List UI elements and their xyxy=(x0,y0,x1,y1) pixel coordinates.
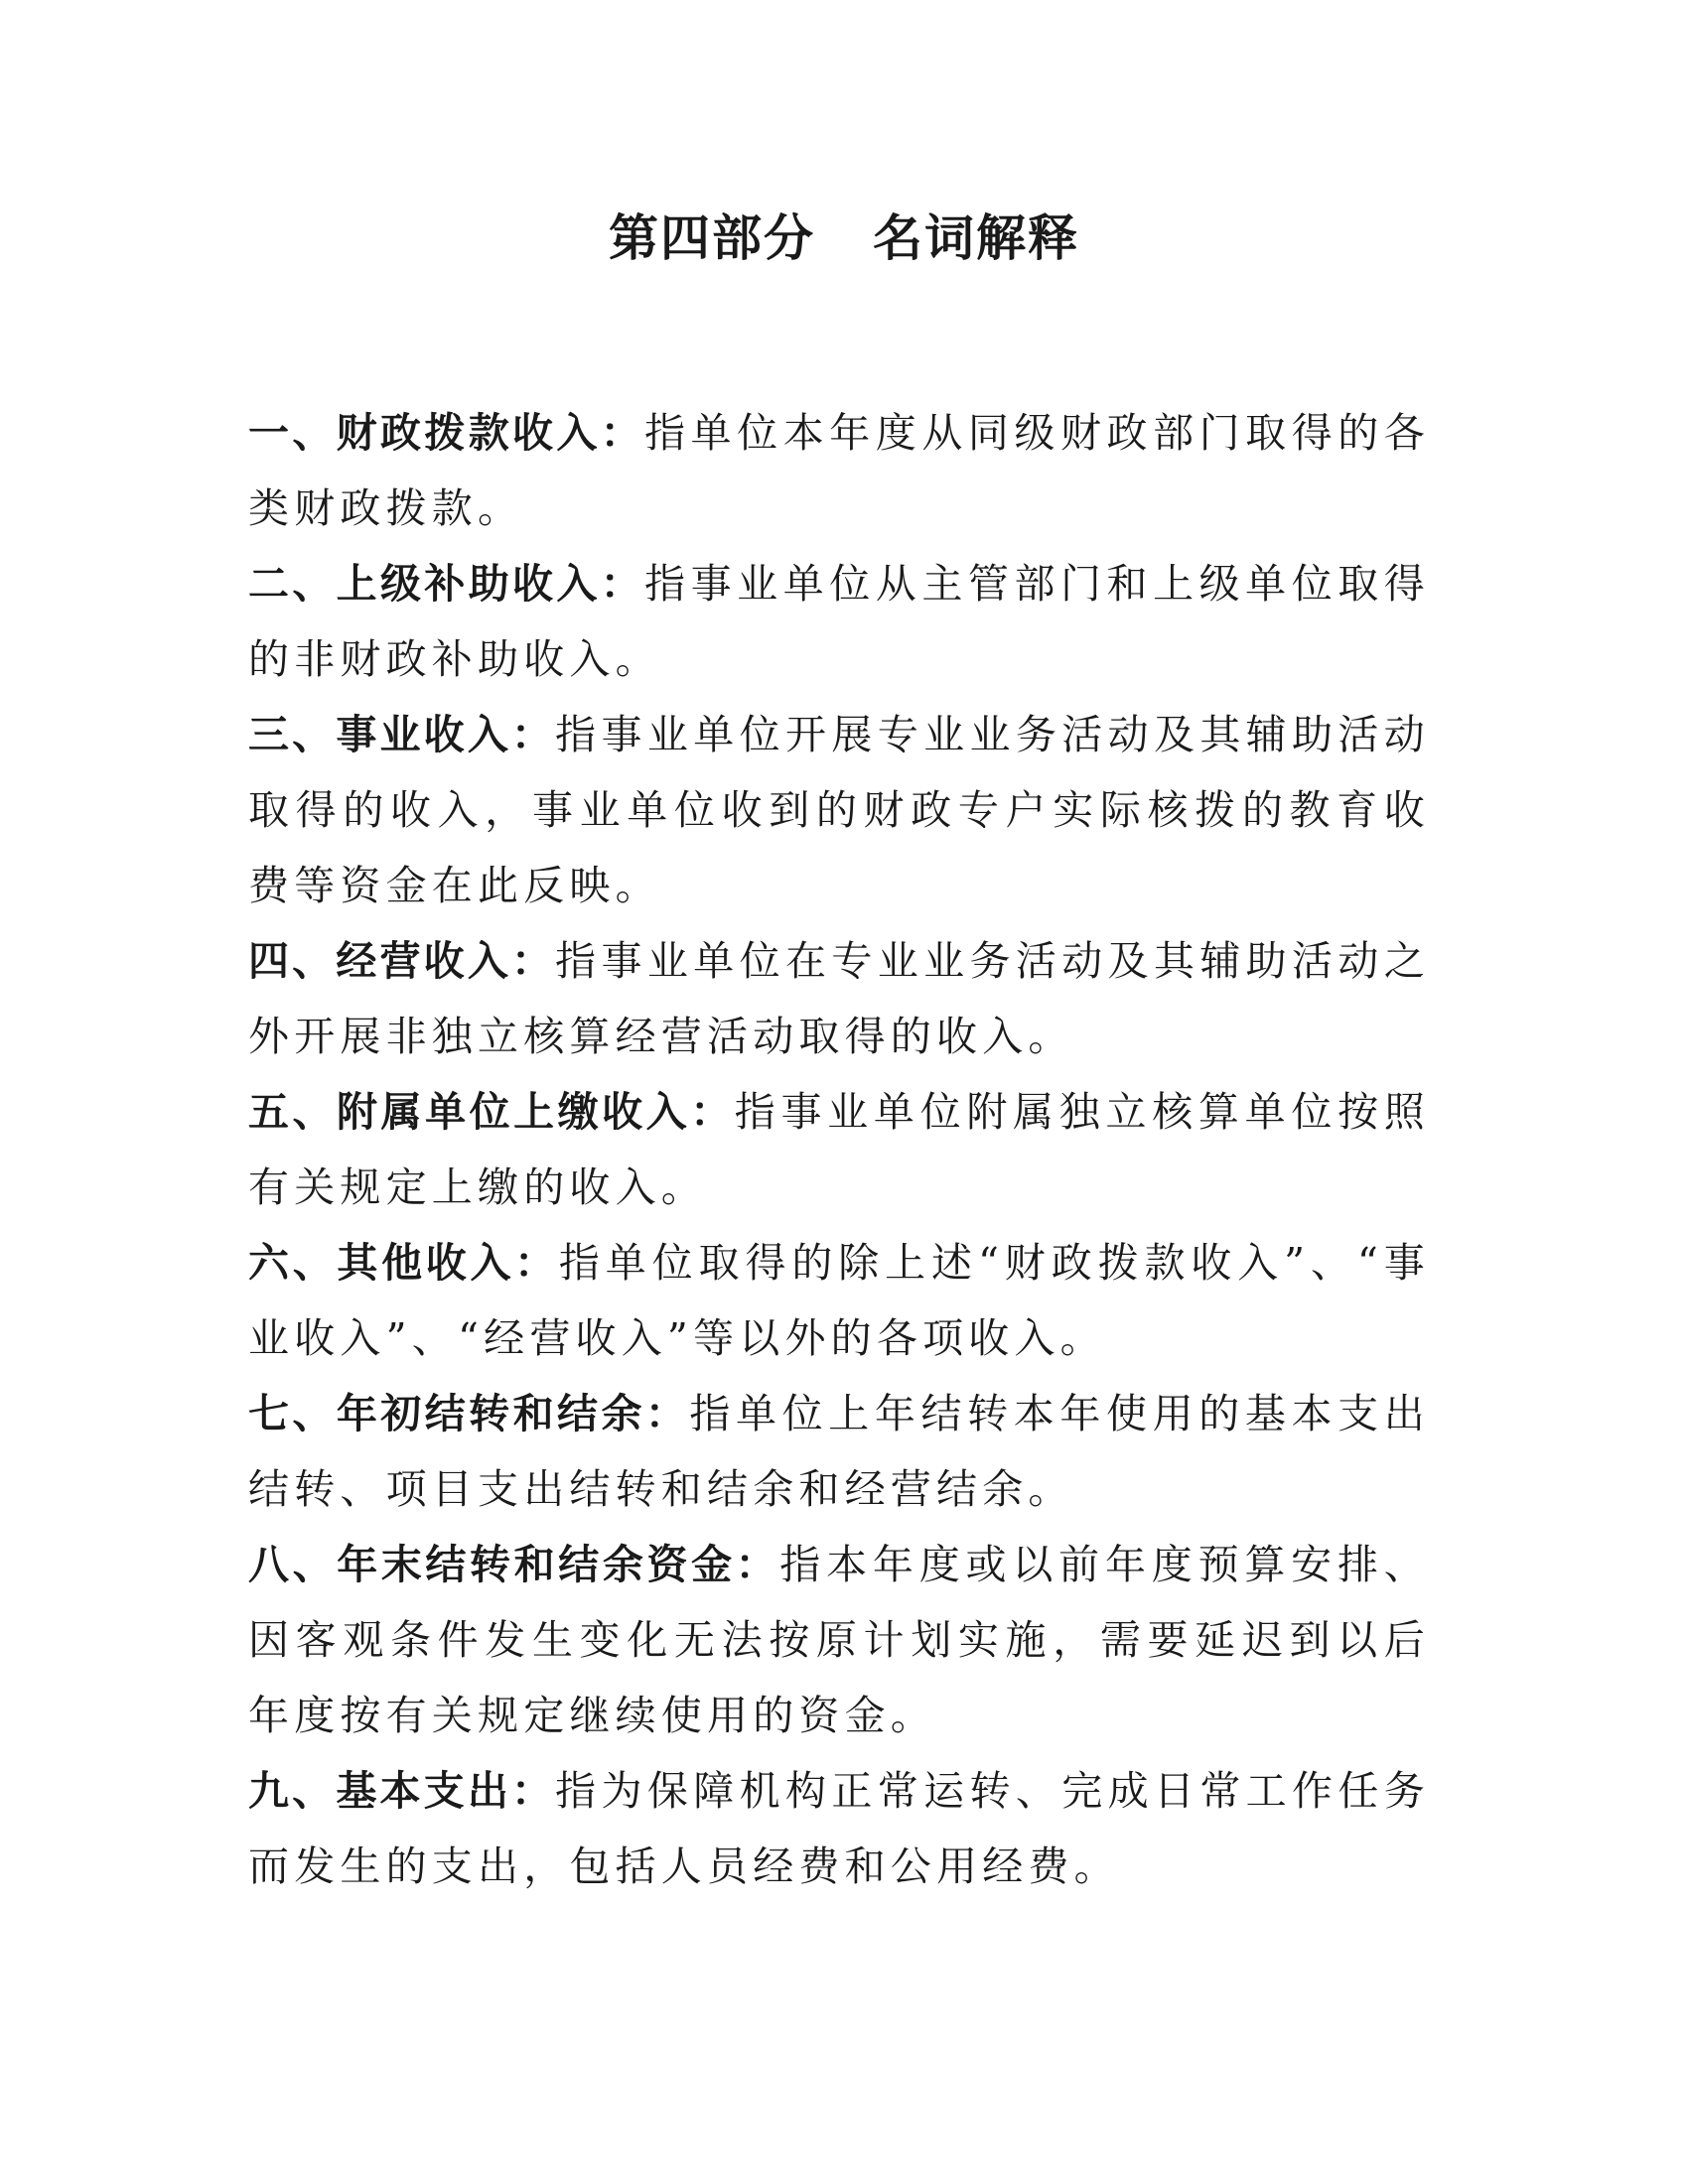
title-main: 名词解释 xyxy=(873,208,1079,267)
entry-definition: 指为保障机构正常运转、完成日常工作任务而发生的支出，包括人员经费和公用经费。 xyxy=(248,1767,1430,1890)
definition-entry-4 xyxy=(248,923,1430,1074)
entry-definition: 指单位取得的除上述“财政拨款收入”、“事业收入”、“经营收入”等以外的各项收入。 xyxy=(248,1239,1430,1362)
definition-entry-6 xyxy=(248,1225,1430,1376)
entry-definition: 指事业单位在专业业务活动及其辅助活动之外开展非独立核算经营活动取得的收入。 xyxy=(248,937,1430,1060)
definition-entry-7 xyxy=(248,1376,1430,1527)
definition-entry-2 xyxy=(248,546,1430,697)
entry-term: 九、基本支出： xyxy=(248,1767,556,1815)
entry-term: 五、附属单位上缴收入： xyxy=(248,1088,735,1136)
entry-term: 四、经营收入： xyxy=(248,937,556,985)
entry-term: 一、财政拨款收入： xyxy=(248,409,645,457)
entry-definition: 指单位上年结转本年使用的基本支出结转、项目支出结转和结余和经营结余。 xyxy=(248,1390,1431,1513)
entry-definition: 指本年度或以前年度预算安排、因客观条件发生变化无法按原计划实施，需要延迟到以后年度按有关规定继续使用的资金。 xyxy=(248,1541,1430,1739)
definition-entry-8 xyxy=(248,1527,1430,1753)
entry-term: 八、年末结转和结余资金： xyxy=(248,1541,780,1588)
entry-definition: 指事业单位从主管部门和上级单位取得的非财政补助收入。 xyxy=(248,560,1430,683)
entry-term: 六、其他收入： xyxy=(248,1239,559,1287)
entry-definition: 指事业单位开展专业业务活动及其辅助活动取得的收入，事业单位收到的财政专户实际核拨的教育收费等资金在此反映。 xyxy=(248,711,1430,909)
definition-entry-5 xyxy=(248,1074,1430,1225)
entry-term: 二、上级补助收入： xyxy=(248,560,645,608)
definition-entry-1 xyxy=(248,395,1430,546)
page-title xyxy=(0,199,1688,278)
definition-entry-3 xyxy=(248,697,1430,923)
entry-definition: 指单位本年度从同级财政部门取得的各类财政拨款。 xyxy=(248,409,1430,532)
definition-list xyxy=(248,395,1430,1904)
definition-entry-9 xyxy=(248,1753,1430,1904)
entry-term: 七、年初结转和结余： xyxy=(248,1390,690,1437)
entry-definition: 指事业单位附属独立核算单位按照有关规定上缴的收入。 xyxy=(248,1088,1430,1211)
title-part: 第四部分 xyxy=(609,208,815,267)
entry-term: 三、事业收入： xyxy=(248,711,556,758)
